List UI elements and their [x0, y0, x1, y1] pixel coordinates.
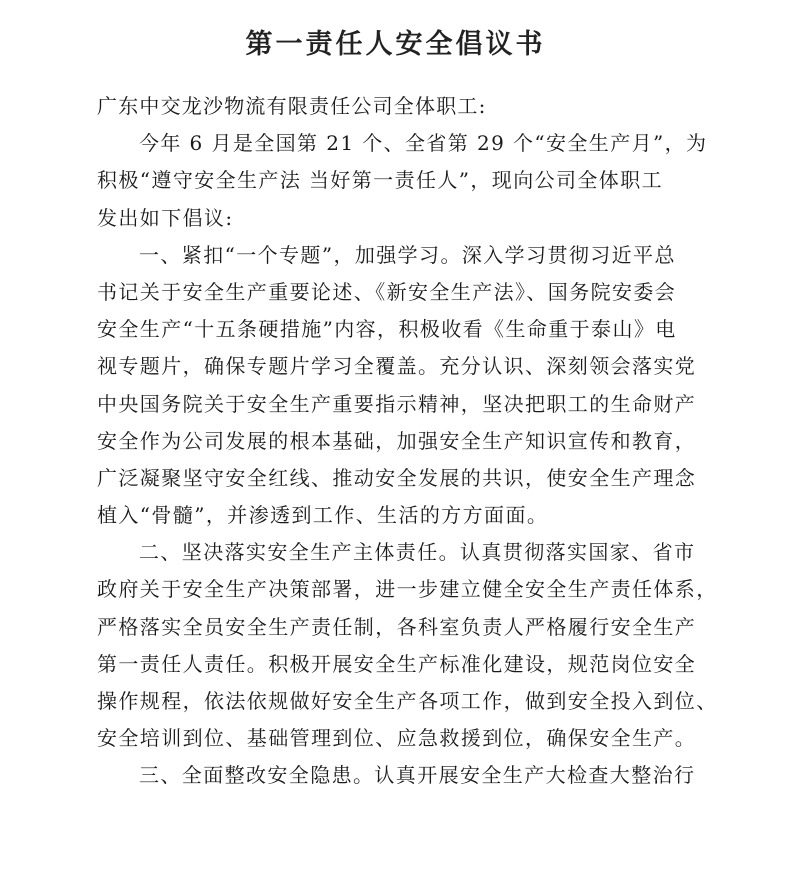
paragraph-line: 严格落实全员安全生产责任制，各科室负责人严格履行安全生产: [97, 614, 697, 639]
paragraph-line: 操作规程，依法依规做好安全生产各项工作，做到安全投入到位、: [97, 689, 718, 713]
paragraph-line: 政府关于安全生产决策部署，进一步建立健全安全生产责任体系，: [97, 577, 718, 602]
paragraph-intro: [97, 125, 757, 237]
paragraph-line: 发出如下倡议:: [97, 205, 234, 230]
paragraph-line: 积极“遵守安全生产法 当好第一责任人”，现向公司全体职工: [97, 168, 664, 193]
paragraph-line: 二、坚决落实安全生产主体责任。认真贯彻落实国家、省市: [139, 540, 696, 565]
paragraph-line: 一、紧扣“一个专题”，加强学习。深入学习贯彻习近平总: [139, 242, 676, 267]
paragraph-two: [97, 534, 757, 757]
paragraph-line: 安全生产“十五条硬措施”内容，积极收看《生命重于泰山》电: [97, 317, 677, 342]
paragraph-three: [97, 757, 757, 794]
paragraph-line: 中央国务院关于安全生产重要指示精神，坚决把职工的生命财产: [97, 391, 697, 416]
paragraph-line: 植入“骨髓”，并渗透到工作、生活的方方面面。: [97, 503, 549, 528]
paragraph-line: 安全培训到位、基础管理到位、应急救援到位，确保安全生产。: [97, 726, 697, 751]
paragraph-one: [97, 237, 757, 535]
document-title: 第一责任人安全倡议书: [245, 29, 546, 60]
paragraph-line: 安全作为公司发展的根本基础，加强安全生产知识宣传和教育，: [97, 428, 697, 453]
paragraph-line: 书记关于安全生产重要论述、《新安全生产法》、国务院安委会: [97, 279, 677, 304]
salutation: 广东中交龙沙物流有限责任公司全体职工:: [97, 94, 487, 118]
paragraph-line: 第一责任人责任。积极开展安全生产标准化建设，规范岗位安全: [97, 651, 697, 676]
paragraph-line: 三、全面整改安全隐患。认真开展安全生产大检查大整治行: [139, 763, 696, 788]
document-body: [97, 88, 757, 795]
paragraph-line: 视专题片，确保专题片学习全覆盖。充分认识、深刻领会落实党: [97, 354, 697, 379]
paragraph-line: 广泛凝聚坚守安全红线、推动安全发展的共识，使安全生产理念: [97, 465, 697, 490]
paragraph-line: 今年 6 月是全国第 21 个、全省第 29 个“安全生产月”，为: [139, 131, 708, 156]
